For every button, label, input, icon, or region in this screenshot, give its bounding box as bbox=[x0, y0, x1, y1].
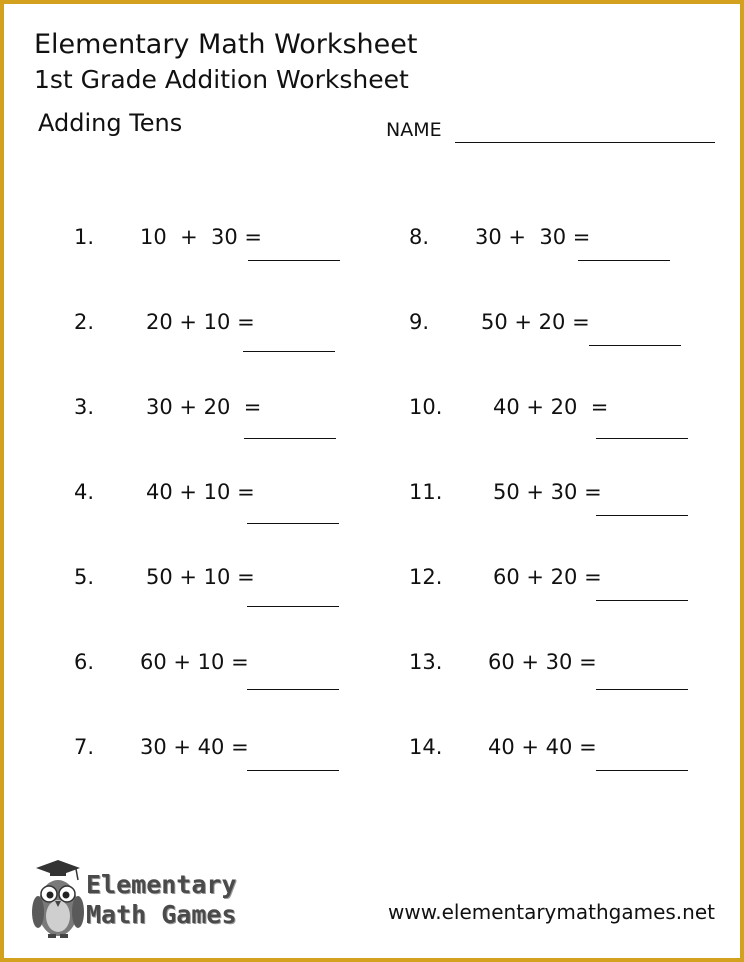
problem-number: 6. bbox=[74, 650, 95, 674]
problem-number: 7. bbox=[74, 735, 95, 759]
answer-line[interactable] bbox=[247, 606, 339, 607]
problem-number: 10. bbox=[409, 395, 443, 419]
problem-number: 8. bbox=[409, 225, 430, 249]
answer-line[interactable] bbox=[247, 523, 339, 524]
problem-expression: 30 + 40 = bbox=[140, 735, 249, 759]
answer-line[interactable] bbox=[247, 770, 339, 771]
problem-expression: 30 + 30 = bbox=[475, 225, 591, 249]
problem-expression: 20 + 10 = bbox=[146, 310, 255, 334]
logo-text-line1: Elementary bbox=[86, 870, 237, 899]
problem-expression: 30 + 20 = bbox=[146, 395, 262, 419]
answer-line[interactable] bbox=[596, 438, 688, 439]
page-title: Elementary Math Worksheet bbox=[34, 29, 418, 60]
problem-number: 9. bbox=[409, 310, 430, 334]
problem-number: 11. bbox=[409, 480, 443, 504]
problem-expression: 50 + 10 = bbox=[146, 565, 255, 589]
problem-number: 14. bbox=[409, 735, 443, 759]
answer-line[interactable] bbox=[589, 345, 681, 346]
problem-expression: 40 + 40 = bbox=[488, 735, 597, 759]
problem-number: 4. bbox=[74, 480, 95, 504]
problem-number: 2. bbox=[74, 310, 95, 334]
worksheet-topic: Adding Tens bbox=[38, 109, 183, 137]
problem-expression: 40 + 10 = bbox=[146, 480, 255, 504]
problem-expression: 60 + 20 = bbox=[493, 565, 602, 589]
problem-number: 13. bbox=[409, 650, 443, 674]
problem-expression: 40 + 20 = bbox=[493, 395, 609, 419]
problem-expression: 10 + 30 = bbox=[140, 225, 263, 249]
problem-expression: 50 + 20 = bbox=[481, 310, 590, 334]
problem-expression: 60 + 30 = bbox=[488, 650, 597, 674]
owl-graduate-icon bbox=[28, 860, 88, 942]
answer-line[interactable] bbox=[596, 600, 688, 601]
problem-expression: 50 + 30 = bbox=[493, 480, 602, 504]
answer-line[interactable] bbox=[596, 515, 688, 516]
problem-number: 5. bbox=[74, 565, 95, 589]
problem-number: 1. bbox=[74, 225, 95, 249]
problem-number: 3. bbox=[74, 395, 95, 419]
answer-line[interactable] bbox=[248, 260, 340, 261]
website-url[interactable]: www.elementarymathgames.net bbox=[388, 900, 715, 924]
problem-expression: 60 + 10 = bbox=[140, 650, 249, 674]
answer-line[interactable] bbox=[244, 438, 336, 439]
name-label: NAME bbox=[386, 119, 442, 141]
page-subtitle: 1st Grade Addition Worksheet bbox=[34, 65, 409, 94]
name-field-line[interactable] bbox=[455, 142, 715, 143]
problem-number: 12. bbox=[409, 565, 443, 589]
logo-text-line2: Math Games bbox=[86, 900, 237, 929]
answer-line[interactable] bbox=[243, 351, 335, 352]
answer-line[interactable] bbox=[596, 689, 688, 690]
answer-line[interactable] bbox=[578, 260, 670, 261]
answer-line[interactable] bbox=[247, 689, 339, 690]
logo bbox=[28, 860, 244, 940]
answer-line[interactable] bbox=[596, 770, 688, 771]
